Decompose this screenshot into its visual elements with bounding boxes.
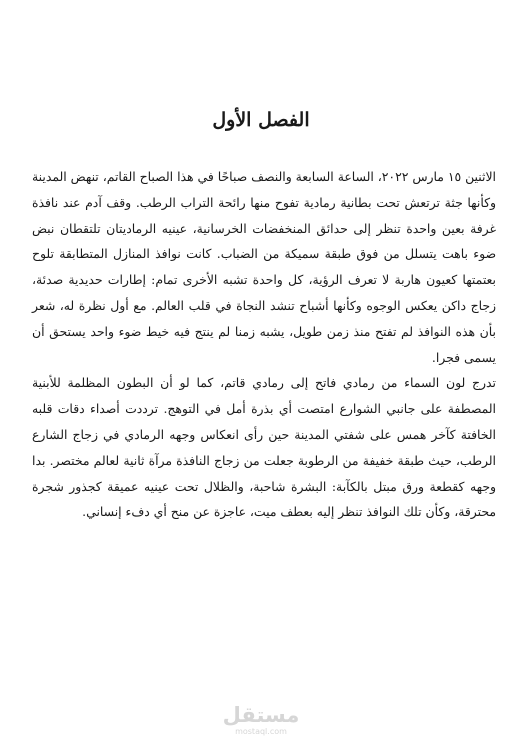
watermark-domain: mostaql.com: [235, 727, 287, 736]
mostaql-watermark: [216, 703, 306, 743]
chapter-title: الفصل الأول: [212, 108, 310, 131]
watermark-logo: مستقل: [222, 703, 300, 727]
paragraph-1: الاثنين ١٥ مارس ٢٠٢٢، الساعة السابعة والنصف صباحًا في هذا الصباح القاتم، تنهض المدينة وكأنها جثة ترتعش تحت بطانية رمادية تفوح منها رائحة التراب الرطب. وقف آدم عند نافذة غرفة بعين واحدة تنظر إلى حدائق المنخفضات الخرسانية، عينيه الرماديتان تلتقطان نبض ضوء باهت يتسلل من فوق طبقة سميكة من الضباب. كانت نوافذ المنازل المتطابقة تلوح بعتمتها كعيون هاربة لا تعرف الرؤية، كل واحدة تشبه الأخرى تمام: إطارات حديدية صدئة، زجاج داكن يعكس الوجوه وكأنها أشباح تنشد النجاة في قلب العالم. مع أول نظرة له، شعر بأن هذه النوافذ لم تفتح منذ زمن طويل، يشبه زمنا لم ينتج فيه خيط ضوء واحد يستحق أن يسمى فجرا.: [32, 169, 496, 365]
chapter-body: [32, 164, 496, 525]
paragraph-2: تدرج لون السماء من رمادي فاتح إلى رمادي قاتم، كما لو أن البطون المظلمة للأبنية المصطفة على جانبي الشوارع امتصت أي بذرة أمل في التوهج. ترددت أصداء دقات قلبه الخافتة كآخر همس على شفتي المدينة حين رأى انعكاس وجهه الرمادي في زجاج الشارع الرطب، حيث طبقة خفيفة من الرطوبة جعلت من زجاج النافذة مرآة ثانية لعالم مختصر. بدا وجهه كقطعة ورق مبتل بالكآبة: البشرة شاحبة، والظلال تحت عينيه عميقة كجذور شجرة محترقة، وكأن تلك النوافذ تنظر إليه بعطف ميت، عاجزة عن منح أي دفء إنساني.: [32, 375, 496, 520]
